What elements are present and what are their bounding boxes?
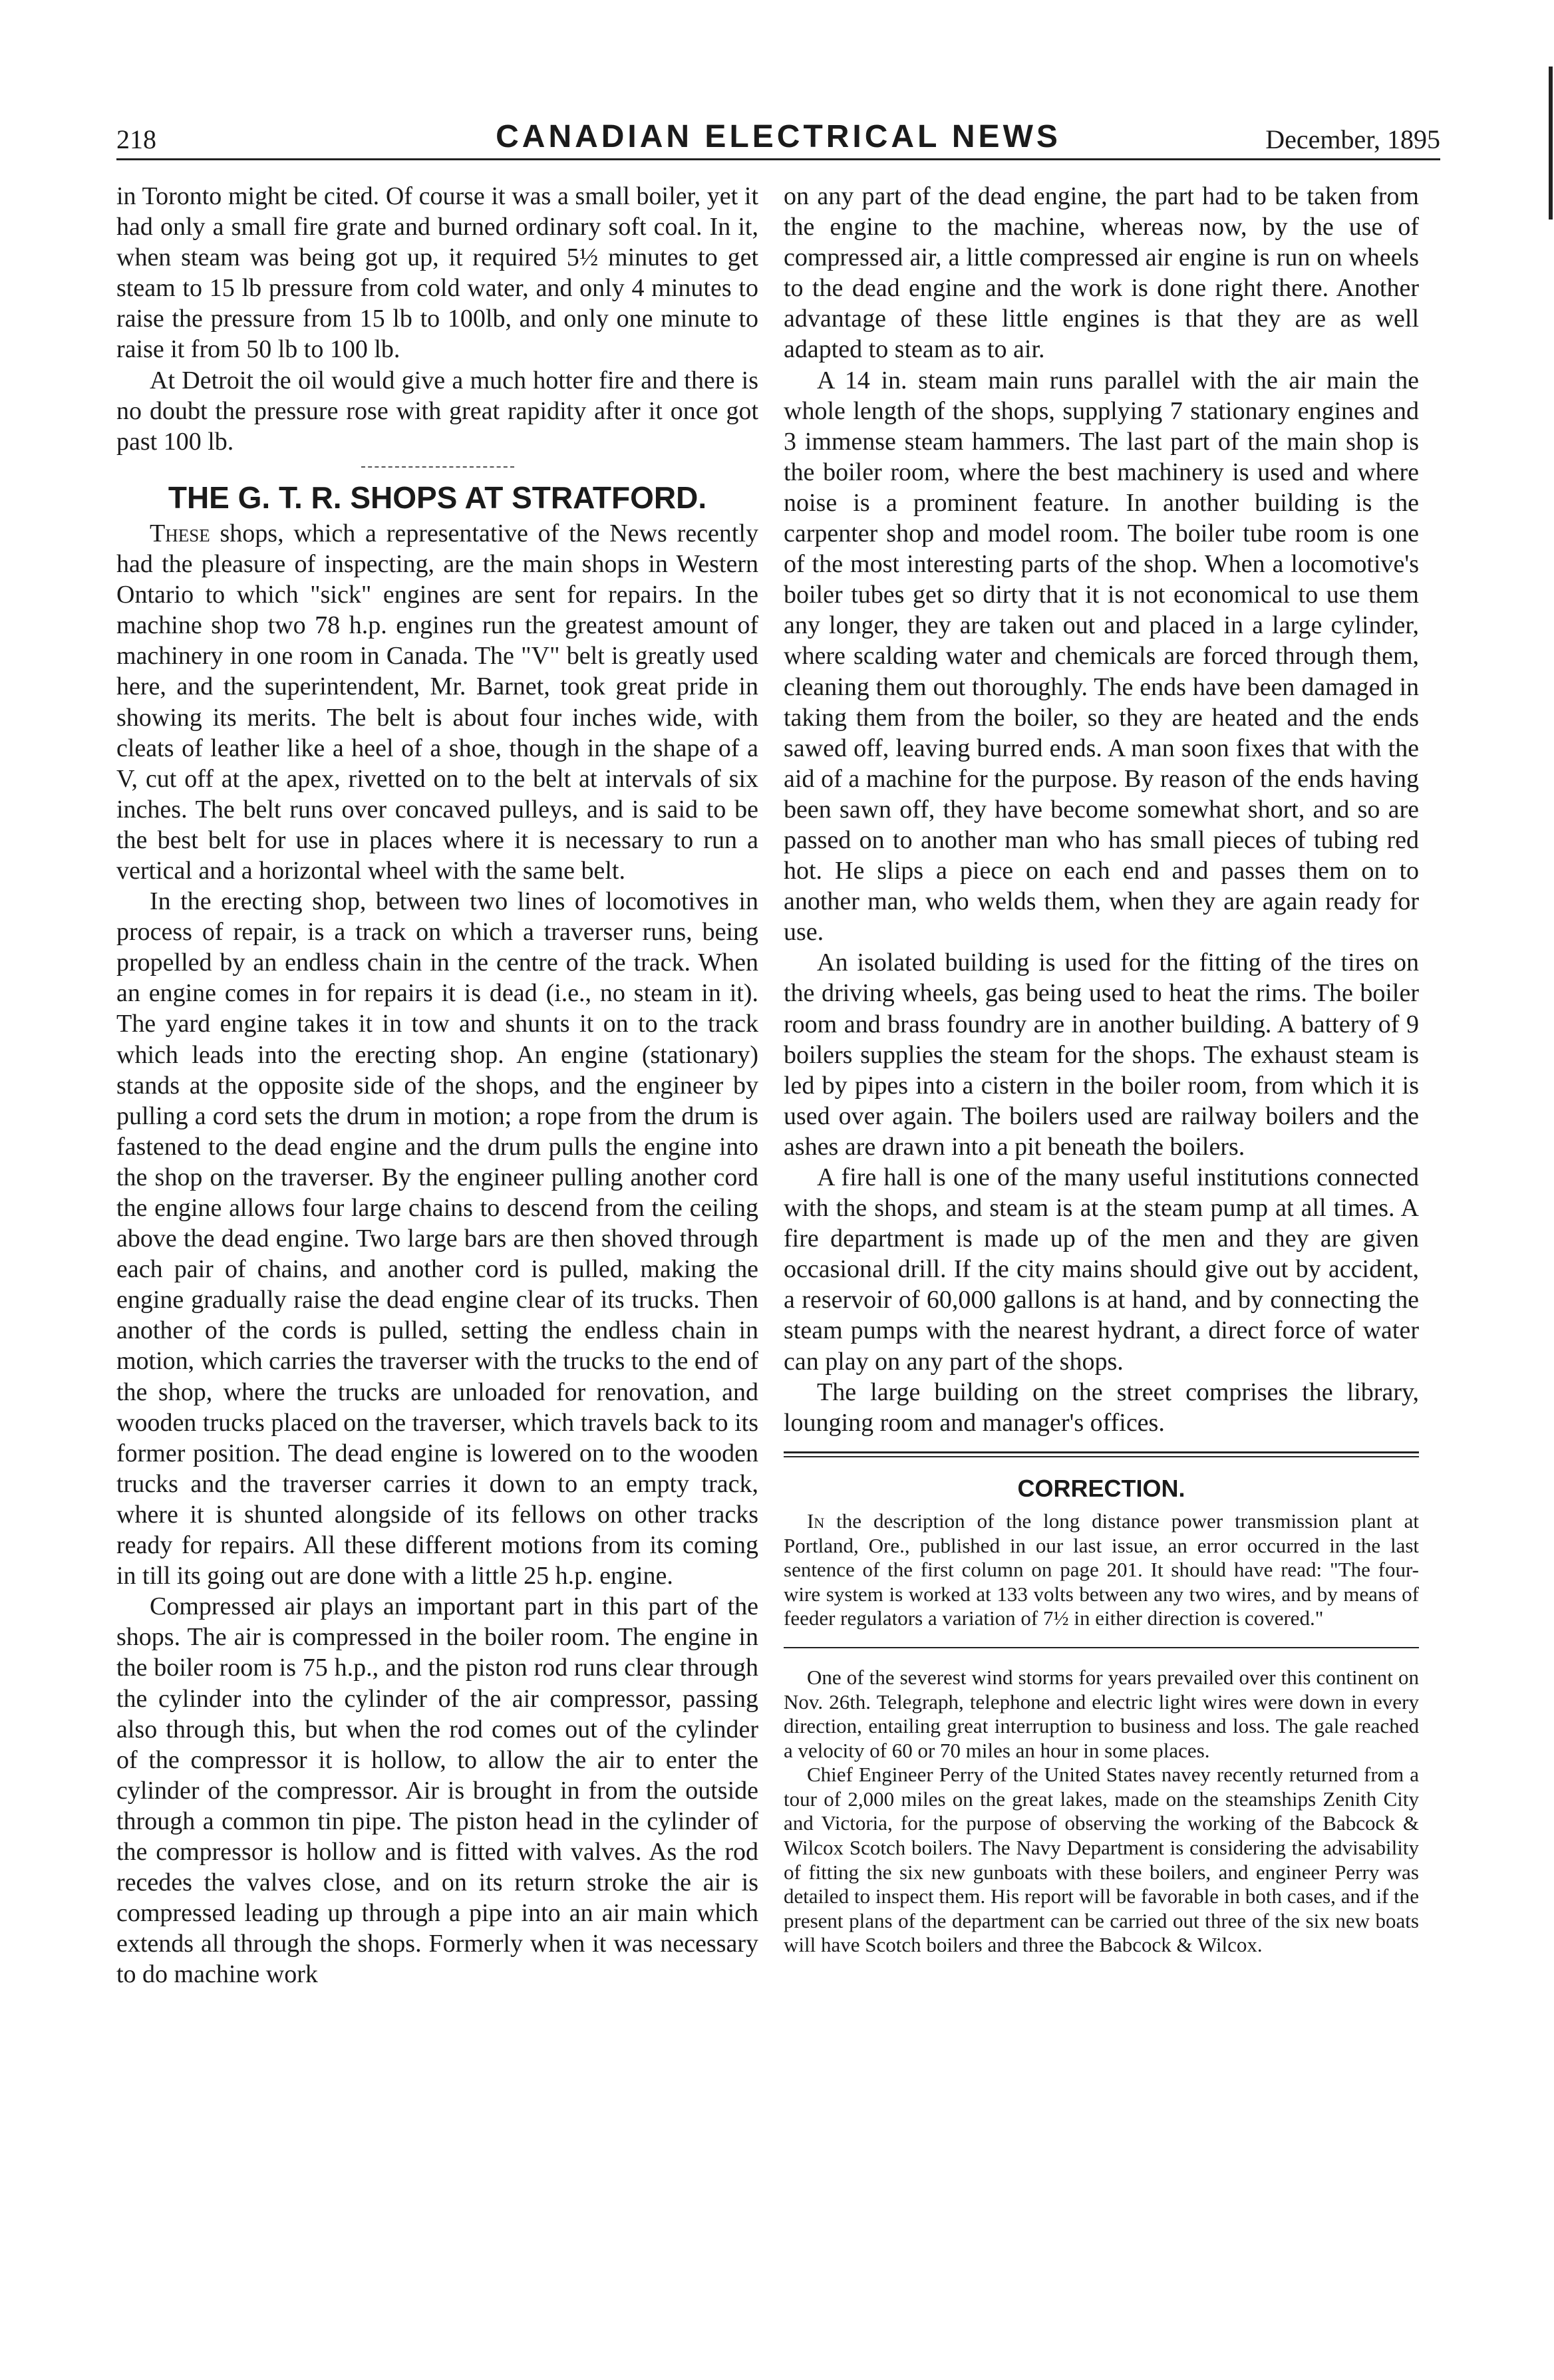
left-paragraph-1: in Toronto might be cited. Of course it was a small boiler, yet it had only a small fire grate and burned ordinary soft coal. In it, when steam was being got up, it required 5½ minutes to get steam to 15 lb pressure from cold water, and only 4 minutes to raise the pressure from 15 lb to 100lb, and only one minute to raise it from 50 lb to 100 lb. [116, 182, 758, 364]
left-paragraph-5: Compressed air plays an important part in this part of the shops. The air is compressed in the boiler room. The engine in the boiler room is 75 h.p., and the piston rod runs clear through the cylinder into the cylinder of the air compressor, passing also through this, but when the rod comes out of the cylinder of the compressor it is hollow, to allow the air to enter the cylinder of the compressor. Air is brought in from the outside through a common tin pipe. The piston head in the cylinder of the compressor is hollow and is fitted with valves. As the rod recedes the valves close, and on its return stroke the air is compressed leading up through a pipe into an air main which extends all through the shops. Formerly when it was necessary to do machine work [116, 1592, 758, 1989]
publication-title: CANADIAN ELECTRICAL NEWS [496, 119, 1061, 154]
left-column [116, 181, 758, 1990]
note-chief-engineer-perry: Chief Engineer Perry of the United States navey recently returned from a tour of 2,000 miles on the great lakes, made on the steamships Zenith City and Victoria, for the purpose of observing the working of the Babcock & Wilcox Scotch boilers. The Navy Department is considering the advisability of fitting the six new gunboats with these boilers, and engineer Perry was detailed to inspect them. His report will be favorable in both cases, and if the present plans of the department can be carried out three of the six new boats will have Scotch boilers and three the Babcock & Wilcox. [784, 1763, 1419, 1957]
separator [361, 466, 514, 468]
notes-rule [784, 1647, 1419, 1648]
right-paragraph-1: on any part of the dead engine, the part had to be taken from the engine to the machine, whereas now, by the use of compressed air, a little compressed air engine is run on wheels to the dead engine and the work is done right there. Another advantage of these little engines is that they are as well adapted to steam as to air. [784, 182, 1419, 364]
correction-text: the description of the long distance power transmission plant at Portland, Ore., published in our last issue, an error occurred in the last sentence of the first column on page 201. It should have read: "The four-wire system is worked at 133 volts between any two wires, and by means of feeder regulators a variation of 7½ in either direction is covered." [784, 1509, 1419, 1630]
correction-heading: CORRECTION. [1017, 1474, 1185, 1502]
page-number: 218 [116, 124, 156, 154]
left-paragraph-4: In the erecting shop, between two lines of locomotives in process of repair, is a track on which a traverser runs, being propelled by an endless chain in the centre of the track. When an engine comes in for repairs it is dead (i.e., no steam in it). The yard engine takes it in tow and shunts it on to the track which leads into the erecting shop. An engine (stationary) stands at the opposite side of the shops, and the engineer by pulling a cord sets the drum in motion; a rope from the drum is fastened to the dead engine and the drum pulls the engine into the shop on the traverser. By the engineer pulling another cord the engine allows four large chains to descend from the ceiling above the dead engine. Two large bars are then shoved through each pair of chains, and another cord is pulled, making the engine gradually raise the dead engine clear of its trucks. Then another of the cords is pulled, setting the endless chain in motion, which carries the traverser with the trucks to the end of the shop, where the trucks are unloaded for renovation, and wooden trucks placed on the traverser, which travels back to its former position. The dead engine is lowered on to the wooden trucks and the traverser carries it down to an empty track, where it is shunted alongside of its fellows on other tracks ready for repairs. All these different motions from its coming in till its going out are done with a little 25 h.p. engine. [116, 887, 758, 1590]
section-rule [784, 1451, 1419, 1453]
right-paragraph-5: The large building on the street comprises the library, lounging room and manager's offices. [784, 1378, 1419, 1437]
note-wind-storms: One of the severest wind storms for years prevailed over this continent on Nov. 26th. Telegraph, telephone and electric light wires were down in every direction, entailing great interruption to business and loss. The gale reached a velocity of 60 or 70 miles an hour in some places. [784, 1665, 1419, 1762]
left-paragraph-3-text: shops, which a representative of the News recently had the pleasure of inspecting, are the main shops in Western Ontario to which "sick" engines are sent for repairs. In the machine shop two 78 h.p. engines run the greatest amount of machinery in one room in Canada. The "V" belt is greatly used here, and the superintendent, Mr. Barnet, took great pride in showing its merits. The belt is about four inches wide, with cleats of leather like a heel of a shoe, though in the shape of a V, cut off at the apex, rivetted on to the belt at intervals of six inches. The belt runs over concaved pulleys, and is said to be the best belt for use in places where it is necessary to run a vertical and a horizontal wheel with the same belt. [116, 519, 758, 885]
scan-edge-mark [1549, 67, 1553, 220]
page-header [116, 118, 1440, 160]
section-rule-thin [784, 1456, 1419, 1457]
right-paragraph-3: An isolated building is used for the fitting of the tires on the driving wheels, gas being used to heat the rims. The boiler room and brass foundry are in another building. A battery of 9 boilers supplies the steam for the shops. The exhaust steam is led by pipes into a cistern in the boiler room, from which it is used over again. The boilers used are railway boilers and the ashes are drawn into a pit beneath the boilers. [784, 949, 1419, 1161]
news-notes [784, 1666, 1419, 1958]
issue-date: December, 1895 [1265, 124, 1440, 154]
left-paragraph-2: At Detroit the oil would give a much hotter fire and there is no doubt the pressure rose with great rapidity after it once got past 100 lb. [116, 366, 758, 456]
right-paragraph-2: A 14 in. steam main runs parallel with the air main the whole length of the shops, supplying 7 stationary engines and 3 immense steam hammers. The last part of the main shop is the boiler room, where the best machinery is used and where noise is a prominent feature. In another building is the carpenter shop and model room. The boiler tube room is one of the most interesting parts of the shop. When a locomotive's boiler tubes get so dirty that it is not economical to use them any longer, they are taken out and placed in a large cylinder, where scalding water and chemicals are forced through them, cleaning them out thoroughly. The ends have been damaged in taking them from the boiler, so they are heated and the ends sawed off, leaving burred ends. A man soon fixes that with the aid of a machine for the purpose. By reason of the ends having been sawn off, they have become somewhat short, and so are passed on to another man who has small pieces of tubing red hot. He slips a piece on each end and passes them on to another man, who welds them, when they are again ready for use. [784, 366, 1419, 947]
lead-word: These [150, 519, 210, 547]
right-column [784, 181, 1419, 1958]
correction-paragraph [784, 1509, 1419, 1631]
right-paragraph-4: A fire hall is one of the many useful institutions connected with the shops, and steam is at the steam pump at all times. A fire department is made up of the men and they are given occasional drill. If the city mains should give out by accident, a reservoir of 60,000 gallons is at hand, and by connecting the steam pumps with the nearest hydrant, a direct force of water can play on any part of the shops. [784, 1163, 1419, 1376]
correction-notice [784, 1509, 1419, 1631]
correction-lead-word: In [807, 1509, 825, 1533]
article-heading: THE G. T. R. SHOPS AT STRATFORD. [168, 480, 707, 515]
left-paragraph-3 [116, 518, 758, 886]
